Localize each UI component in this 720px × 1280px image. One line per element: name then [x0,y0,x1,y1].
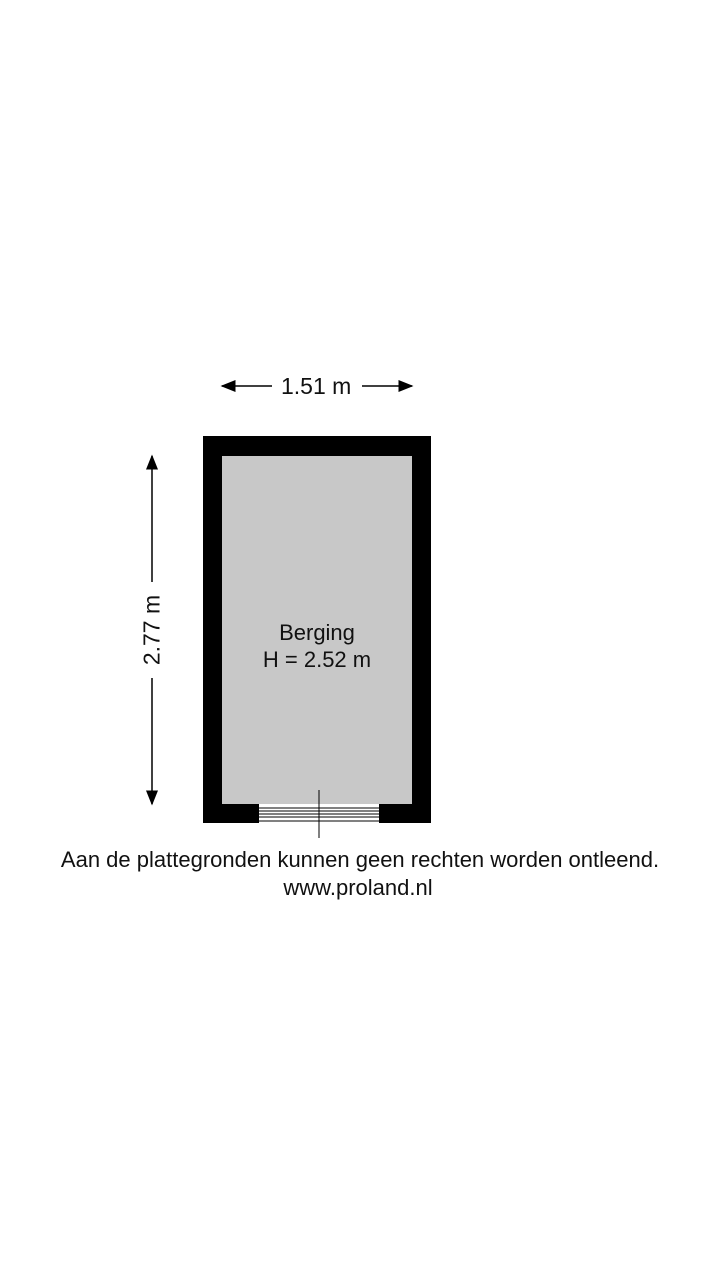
width-dimension-label: 1.51 m [281,373,352,399]
room-height: H = 2.52 m [262,647,372,672]
disclaimer-text: Aan de plattegronden kunnen geen rechten worden ontleend. [60,847,660,872]
room-name: Berging [279,620,355,645]
website-text: www.proland.nl [283,875,433,900]
height-dimension-label: 2.77 m [138,594,165,666]
